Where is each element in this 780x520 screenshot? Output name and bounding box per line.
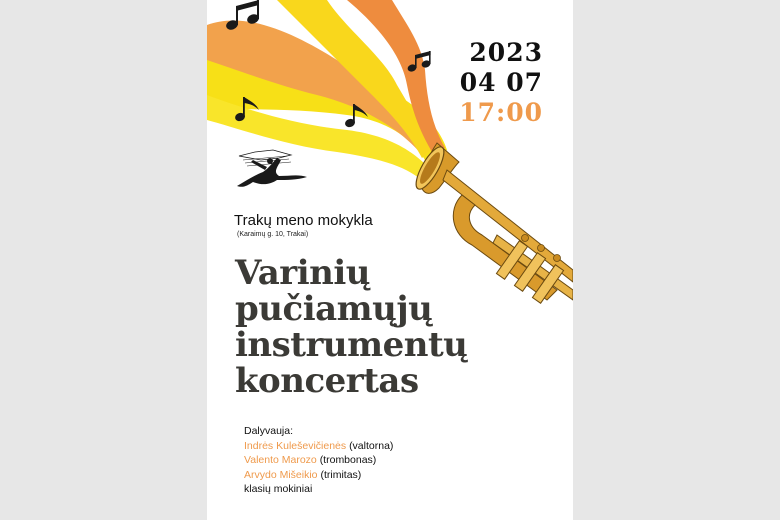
title-line: pučiamųjų — [235, 289, 433, 329]
participant-name: Indrės Kuleševičienės — [244, 439, 347, 452]
participants-footer: klasių mokiniai — [244, 483, 313, 496]
participant-entry — [244, 453, 393, 468]
concert-title — [235, 255, 555, 399]
event-date — [459, 38, 543, 128]
event-year: 2023 — [469, 38, 543, 67]
title-line: koncertas — [235, 361, 419, 401]
participant-role: (valtorna) — [349, 439, 394, 452]
poster — [207, 0, 573, 520]
school-address: (Karaimų g. 10, Trakai) — [237, 231, 309, 238]
participant-name: Arvydo Mišeikio — [244, 468, 318, 481]
participants — [244, 424, 393, 497]
event-time: 17:00 — [459, 98, 543, 127]
title-line: instrumentų — [235, 325, 468, 365]
participant-name: Valento Marozo — [244, 454, 317, 467]
participant-role: (trimitas) — [320, 468, 362, 481]
participant-entry — [244, 439, 393, 454]
participant-entry — [244, 468, 393, 483]
event-day: 04 07 — [459, 68, 543, 97]
school-logo-icon — [237, 150, 307, 187]
title-line: Varinių — [235, 253, 370, 293]
school-name: Trakų meno mokykla — [234, 212, 373, 229]
participants-heading: Dalyvauja: — [244, 425, 294, 437]
participant-role: (trombonas) — [319, 454, 377, 467]
